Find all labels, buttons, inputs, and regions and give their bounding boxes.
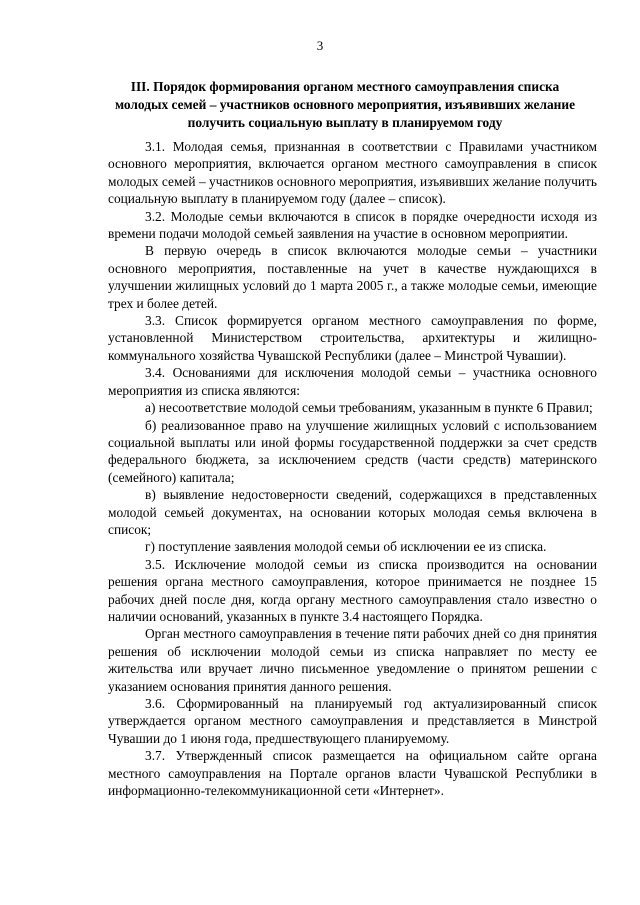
paragraph-3-5: 3.5. Исключение молодой семьи из списка производится на основании решения органа местного самоуправления, которое принимается не позднее 15 рабочих дней после дня, когда органу местного самоуправления стало известно о наличии оснований, указанных в пункте 3.4 настоящего Порядка. [108,556,597,624]
list-item-g: г) поступление заявления молодой семьи об исключении ее из списка. [145,539,547,555]
list-item-a: а) несоответствие молодой семьи требованиям, указанным в пункте 6 Правил; [145,400,593,416]
paragraph-3-1: 3.1. Молодая семья, признанная в соответствии с Правилами участником основного мероприятия, включается органом местного самоуправления в список молодых семей – участников основного мероприятия, изъявивших желание получить социальную выплату в планируемом году (далее – список). [108,139,597,207]
paragraph-3-6: 3.6. Сформированный на планируемый год актуализированный список утверждается органом местного самоуправления и представляется в Минстрой Чувашии до 1 июня года, предшествующего планируемому. [108,696,597,746]
paragraph-3-7: 3.7. Утвержденный список размещается на официальном сайте органа местного самоуправления на Портале органов власти Чувашской Республики в информационно-телекоммуникационной сети «Интернет». [108,748,597,799]
list-item-b: б) реализованное право на улучшение жилищных условий с использованием социальной выплаты или иной формы государственной поддержки за счет средств федерального бюджета, за исключением средств (части средств) материнского (семейного) капитала; [108,417,597,485]
page-number: 3 [316,38,324,53]
paragraph-notification: Орган местного самоуправления в течение пяти рабочих дней со дня принятия решения об исключении молодой семьи из списка направляет по месту ее жительства или вручает лично письменное уведомление о принятом решении с указанием основания принятия данного решения. [108,626,597,694]
paragraph-3-2: 3.2. Молодые семьи включаются в список в порядке очередности исходя из времени подачи молодой семьей заявления на участие в основном мероприятии. [108,208,597,242]
body-text [108,138,597,799]
paragraph-3-3: 3.3. Список формируется органом местного самоуправления по форме, установленной Министерством строительства, архитектуры и жилищно-коммунального хозяйства Чувашской Республики (далее – Минстрой Чувашии). [108,313,597,363]
list-item-v: в) выявление недостоверности сведений, содержащихся в представленных молодой семьей документах, на основании которых молодая семья включена в список; [108,487,597,537]
section-title: III. Порядок формирования органом местного самоуправления списка молодых семей – участников основного мероприятия, изъявивших желание получить социальную выплату в планируемом году [114,79,576,130]
paragraph-3-4: 3.4. Основаниями для исключения молодой семьи – участника основного мероприятия из списка являются: [108,365,597,398]
paragraph-priority: В первую очередь в список включаются молодые семьи – участники основного мероприятия, поставленные на учет в качестве нуждающихся в улучшении жилищных условий до 1 марта 2005 г., а также молодые семьи, имеющие трех и более детей. [108,243,597,311]
